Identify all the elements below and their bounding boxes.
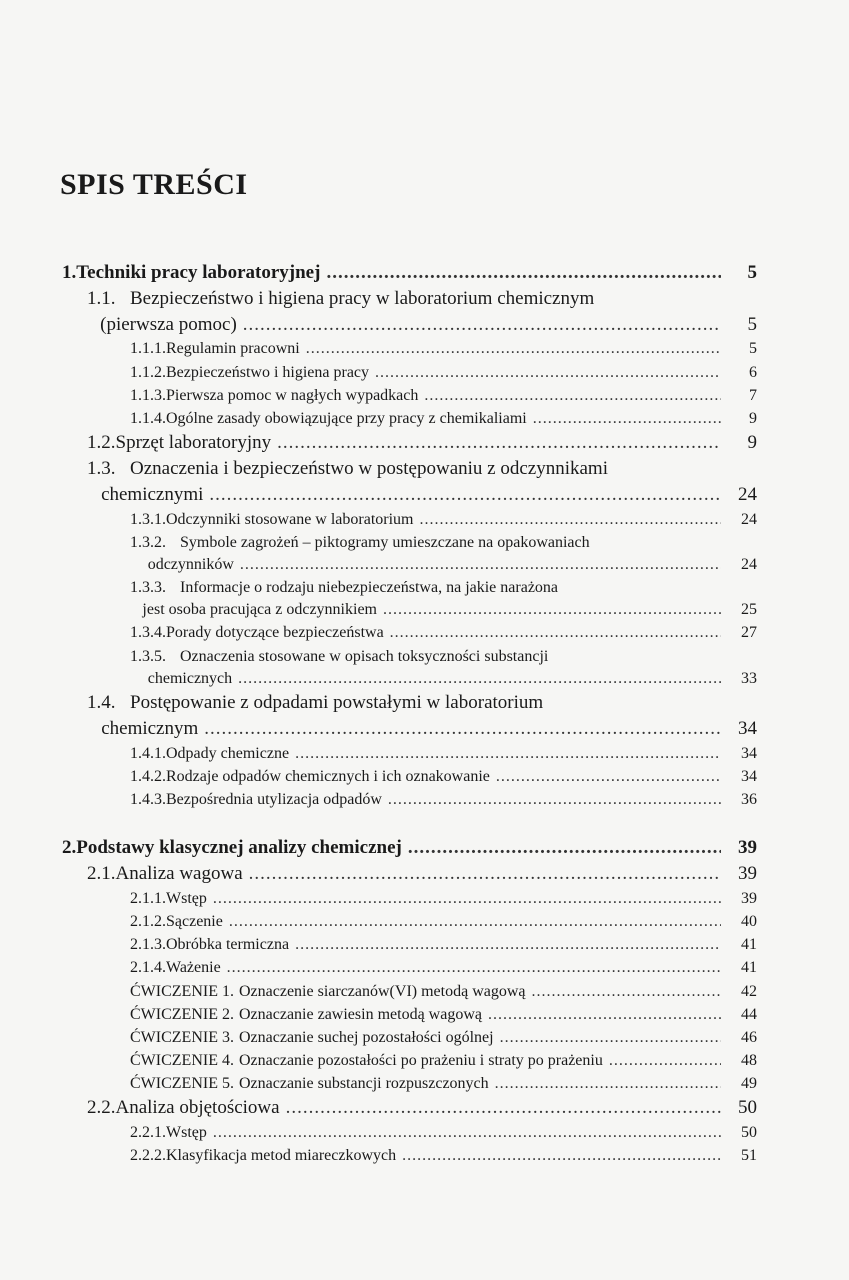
toc-entry-title: Sprzęt laboratoryjny: [115, 432, 272, 454]
toc-entry-first-line: [62, 578, 757, 597]
toc-entry-section: [62, 458, 757, 507]
toc-entry-title: chemicznym: [101, 717, 199, 739]
toc-page-number: 7: [749, 386, 757, 404]
toc-entry-number: 1.4.3.: [130, 791, 166, 808]
toc-entry-subsection: [62, 790, 757, 809]
dot-leader: [390, 623, 721, 642]
toc-entry-title: Oznaczanie pozostałości po prażeniu i straty po prażeniu: [238, 1052, 603, 1070]
dot-leader: [229, 912, 721, 931]
toc-entry-line: [62, 1097, 757, 1120]
toc-entry-line: [62, 790, 757, 809]
toc-page-number: 27: [741, 624, 757, 642]
toc-entry-line: [62, 1146, 757, 1165]
toc-entry-line: [62, 339, 757, 358]
dot-leader: [209, 484, 721, 507]
toc-entry-chapter: [62, 262, 757, 285]
toc-entry-title-line1: Oznaczenia i bezpieczeństwo w postępowaniu z odczynnikami: [130, 457, 608, 479]
toc-entry-line: [62, 409, 757, 428]
toc-entry-subsection: [62, 623, 757, 642]
toc-entry-line: [62, 767, 757, 786]
toc-entry-number: 1.1.: [87, 287, 116, 309]
toc-entry-line: [62, 1051, 757, 1070]
toc-entry-title: Odczynniki stosowane w laboratorium: [166, 510, 414, 528]
dot-leader: [388, 790, 721, 809]
toc-entry-line: [62, 555, 757, 574]
toc-page-number: 41: [741, 959, 757, 977]
toc-entry-title-line1: Oznaczenia stosowane w opisach toksyczności substancji: [180, 647, 549, 665]
toc-entry-title: Analiza wagowa: [115, 862, 243, 884]
toc-entry-line: [62, 744, 757, 763]
toc-entry-subsection: [62, 1028, 757, 1047]
toc-page-number: 5: [749, 340, 757, 358]
toc-page-number: 9: [747, 432, 757, 454]
toc-entry-number: ĆWICZENIE 1.: [130, 982, 234, 1000]
toc-entry-title: Porady dotyczące bezpieczeństwa: [166, 624, 384, 642]
toc-entry-title-line1: Informacje o rodzaju niebezpieczeństwa, na jakie narażona: [180, 579, 559, 597]
toc-entry-number: 1.: [62, 262, 77, 283]
toc-page-number: 39: [738, 837, 757, 859]
toc-entry-number: 1.3.: [87, 457, 116, 479]
toc-entry-number: 1.3.1.: [130, 510, 166, 528]
toc-entry-first-line: [62, 692, 757, 715]
toc-entry-title: Oznaczanie suchej pozostałości ogólnej: [238, 1028, 494, 1046]
toc-entry-line: [62, 510, 757, 529]
toc-entry-title: Wstęp: [166, 889, 207, 907]
dot-leader: [402, 1146, 721, 1165]
toc-page-number: 25: [741, 601, 757, 619]
dot-leader: [227, 958, 721, 977]
toc-entry-line: [62, 958, 757, 977]
toc-entry-title: Rodzaje odpadów chemicznych i ich oznakowanie: [166, 767, 490, 785]
toc-entry-title: Oznaczanie zawiesin metodą wagową: [238, 1005, 482, 1023]
toc-entry-title: odczynników: [147, 555, 234, 573]
toc-entry-title: Regulamin pracowni: [166, 340, 300, 358]
dot-leader: [609, 1051, 721, 1070]
toc-entry-subsection: [62, 578, 757, 619]
toc-entry-title-line1: Postępowanie z odpadami powstałymi w laboratorium: [130, 692, 544, 714]
toc-entry-number: 2.2.: [87, 1097, 116, 1119]
dot-leader: [532, 982, 722, 1001]
toc-entry-number: 1.1.3.: [130, 386, 166, 404]
dot-leader: [295, 744, 721, 763]
dot-leader: [286, 1097, 721, 1120]
toc-entry-line: [62, 484, 757, 507]
toc-entry-section: [62, 288, 757, 337]
toc-entry-first-line: [62, 533, 757, 552]
toc-entry-line: [62, 363, 757, 382]
dot-leader: [306, 339, 721, 358]
toc-entry-title-line1: Symbole zagrożeń – piktogramy umieszczane na opakowaniach: [180, 533, 590, 551]
toc-entry-number: 1.1.2.: [130, 363, 166, 381]
toc-entry-subsection: [62, 1146, 757, 1165]
toc-entry-subsection: [62, 363, 757, 382]
toc-entry-number: 1.4.1.: [130, 744, 166, 762]
toc-page-number: 49: [741, 1075, 757, 1093]
dot-leader: [420, 510, 722, 529]
toc-entry-line: [62, 1123, 757, 1142]
toc-entry-number: 2.1.2.: [130, 912, 166, 930]
dot-leader: [249, 863, 721, 886]
toc-entry-subsection: [62, 958, 757, 977]
toc-entry-number: ĆWICZENIE 5.: [130, 1075, 234, 1093]
toc-page-number: 46: [741, 1028, 757, 1046]
toc-page-number: 40: [741, 912, 757, 930]
toc-entry-subsection: [62, 912, 757, 931]
toc-entry-line: [62, 600, 757, 619]
toc-entry-title: Obróbka termiczna: [166, 936, 290, 954]
toc-entry-subsection: [62, 889, 757, 908]
toc-entry-number: 1.1.4.: [130, 409, 166, 427]
toc-entry-title: chemicznymi: [101, 483, 204, 505]
toc-page-number: 6: [749, 363, 757, 381]
toc-entry-first-line: [62, 458, 757, 481]
toc-entry-number: 1.3.2.: [130, 533, 166, 551]
toc-entry-line: [62, 718, 757, 741]
toc-entry-subsection: [62, 935, 757, 954]
toc-entry-chapter: [62, 837, 757, 860]
toc-entry-number: ĆWICZENIE 3.: [130, 1028, 234, 1046]
page-title: SPIS TREŚCI: [60, 168, 248, 201]
toc-page-number: 24: [741, 555, 757, 573]
toc-page-number: 42: [741, 982, 757, 1000]
dot-leader: [375, 363, 721, 382]
toc-entry-first-line: [62, 288, 757, 311]
toc-entry-subsection: [62, 409, 757, 428]
toc-entry-section: [62, 692, 757, 741]
dot-leader: [500, 1028, 721, 1047]
toc-entry-title: Sączenie: [166, 912, 223, 930]
toc-entry-title: Oznaczanie substancji rozpuszczonych: [238, 1075, 489, 1093]
toc-page-number: 34: [741, 767, 757, 785]
toc-page-number: 34: [738, 717, 757, 739]
toc-entry-subsection: [62, 647, 757, 688]
toc-entry-title: Odpady chemiczne: [166, 744, 290, 762]
dot-leader: [533, 409, 721, 428]
toc-entry-subsection: [62, 1123, 757, 1142]
toc-entry-title: Wstęp: [166, 1124, 207, 1142]
toc-entry-number: 2.2.1.: [130, 1124, 166, 1142]
toc-entry-line: [62, 982, 757, 1001]
toc-page-number: 41: [741, 936, 757, 954]
toc-entry-title: Pierwsza pomoc w nagłych wypadkach: [166, 386, 419, 404]
dot-leader: [488, 1005, 721, 1024]
toc-entry-subsection: [62, 767, 757, 786]
toc-page-number: 48: [741, 1052, 757, 1070]
toc-entry-number: 2.1.: [87, 862, 116, 884]
toc-entry-number: 1.3.4.: [130, 624, 166, 642]
toc-entry-title: Podstawy klasycznej analizy chemicznej: [76, 837, 402, 859]
toc-entry-number: 2.1.1.: [130, 889, 166, 907]
toc-entry-subsection: [62, 386, 757, 405]
dot-leader: [277, 432, 721, 455]
dot-leader: [326, 262, 721, 285]
toc-entry-subsection: [62, 510, 757, 529]
toc-entry-title: Oznaczenie siarczanów(VI) metodą wagową: [238, 982, 526, 1000]
toc-entry-line: [62, 623, 757, 642]
dot-leader: [213, 889, 721, 908]
toc-entry-title: jest osoba pracująca z odczynnikiem: [142, 601, 377, 619]
dot-leader: [408, 837, 721, 860]
toc-entry-subsection: [62, 744, 757, 763]
toc-page-number: 33: [741, 669, 757, 687]
toc-entry-number: 1.4.2.: [130, 767, 166, 785]
dot-leader: [495, 1074, 721, 1093]
toc-entry-line: [62, 432, 757, 455]
toc-page-number: 24: [738, 483, 757, 505]
toc-entry-number: ĆWICZENIE 4.: [130, 1052, 234, 1070]
toc-entry-title: Ważenie: [166, 959, 221, 977]
toc-entry-subsection: [62, 533, 757, 574]
toc-entry-title: Analiza objętościowa: [115, 1097, 280, 1119]
toc-entry-number: 2.: [62, 837, 77, 859]
toc-entry-subsection: [62, 1074, 757, 1093]
toc-entry-title: Bezpieczeństwo i higiena pracy: [166, 363, 370, 381]
dot-leader: [213, 1123, 721, 1142]
toc-entry-title: (pierwsza pomoc): [100, 313, 237, 335]
toc-page-number: 5: [747, 313, 757, 335]
toc-entry-title: Bezpośrednia utylizacja odpadów: [166, 791, 382, 808]
dot-leader: [240, 555, 721, 574]
dot-leader: [238, 669, 721, 688]
dot-leader: [383, 600, 721, 619]
toc-entry-line: [62, 889, 757, 908]
toc-entry-title-line1: Bezpieczeństwo i higiena pracy w laboratorium chemicznym: [130, 287, 595, 309]
toc-entry-title: Klasyfikacja metod miareczkowych: [166, 1147, 397, 1165]
toc-page-number: 24: [741, 510, 757, 528]
table-of-contents: [62, 262, 757, 1170]
toc-entry-section: [62, 432, 757, 455]
toc-entry-number: 1.3.5.: [130, 647, 166, 665]
toc-entry-line: [62, 314, 757, 337]
toc-entry-number: 2.1.4.: [130, 959, 166, 977]
toc-page-number: 50: [741, 1124, 757, 1142]
toc-entry-title: Ogólne zasady obowiązujące przy pracy z chemikaliami: [166, 409, 527, 427]
toc-page-number: 39: [738, 862, 757, 884]
toc-entry-number: 2.1.3.: [130, 936, 166, 954]
toc-page-number: 5: [747, 262, 757, 283]
toc-page-number: 39: [741, 889, 757, 907]
toc-entry-line: [62, 912, 757, 931]
toc-entry-subsection: [62, 339, 757, 358]
toc-page-number: 50: [738, 1097, 757, 1119]
toc-entry-number: ĆWICZENIE 2.: [130, 1005, 234, 1023]
toc-entry-title: Techniki pracy laboratoryjnej: [76, 262, 321, 283]
toc-entry-line: [62, 262, 757, 285]
toc-page-number: 36: [741, 791, 757, 808]
toc-entry-subsection: [62, 1005, 757, 1024]
toc-entry-number: 1.4.: [87, 692, 116, 714]
toc-page-number: 44: [741, 1005, 757, 1023]
toc-entry-subsection: [62, 1051, 757, 1070]
toc-entry-line: [62, 935, 757, 954]
toc-entry-number: 2.2.2.: [130, 1147, 166, 1165]
toc-page-number: 34: [741, 744, 757, 762]
dot-leader: [243, 314, 721, 337]
toc-entry-first-line: [62, 647, 757, 666]
toc-entry-line: [62, 1074, 757, 1093]
toc-entry-line: [62, 669, 757, 688]
toc-entry-number: 1.3.3.: [130, 579, 166, 597]
toc-entry-line: [62, 1028, 757, 1047]
dot-leader: [496, 767, 721, 786]
toc-entry-section: [62, 1097, 757, 1120]
toc-entry-title: chemicznych: [147, 669, 233, 687]
dot-leader: [295, 935, 721, 954]
dot-leader: [424, 386, 721, 405]
toc-entry-section: [62, 863, 757, 886]
toc-entry-line: [62, 863, 757, 886]
toc-page-number: 51: [741, 1147, 757, 1165]
dot-leader: [204, 718, 721, 741]
toc-entry-line: [62, 386, 757, 405]
toc-entry-number: 1.1.1.: [130, 340, 166, 358]
toc-entry-subsection: [62, 982, 757, 1001]
toc-page-number: 9: [749, 409, 757, 427]
toc-entry-number: 1.2.: [87, 432, 116, 454]
toc-entry-line: [62, 837, 757, 860]
toc-entry-line: [62, 1005, 757, 1024]
